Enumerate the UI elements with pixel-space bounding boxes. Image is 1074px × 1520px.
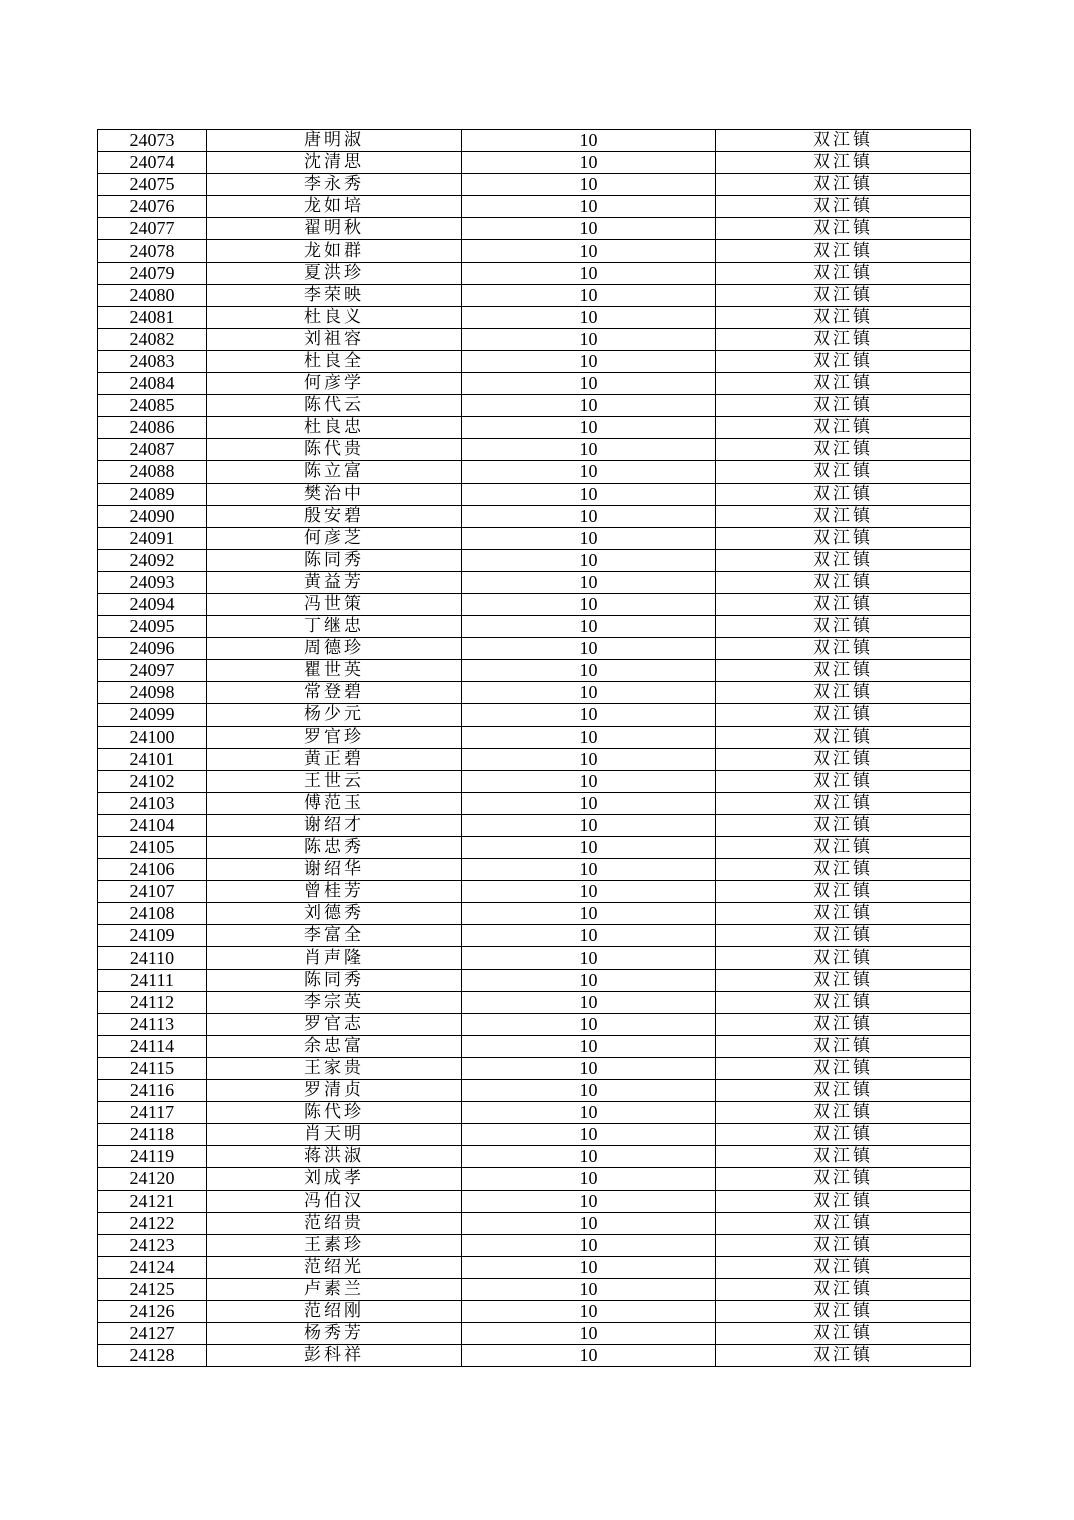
person-name-cell: 谢绍才 [207,814,462,836]
table-row [98,814,971,836]
table-row [98,616,971,638]
person-name-cell: 肖天明 [207,1124,462,1146]
person-name-cell: 陈立富 [207,461,462,483]
town-cell: 双江镇 [716,593,971,615]
person-name-cell: 肖声隆 [207,947,462,969]
record-id-cell: 24115 [98,1057,207,1079]
record-id-cell: 24114 [98,1035,207,1057]
person-name-cell: 杜良义 [207,306,462,328]
person-name-cell: 翟明秋 [207,218,462,240]
town-cell: 双江镇 [716,969,971,991]
person-name-cell: 王世云 [207,770,462,792]
town-cell: 双江镇 [716,1013,971,1035]
table-row [98,726,971,748]
record-id-cell: 24102 [98,770,207,792]
town-cell: 双江镇 [716,903,971,925]
person-name-cell: 李荣映 [207,284,462,306]
town-cell: 双江镇 [716,483,971,505]
table-row [98,1035,971,1057]
record-id-cell: 24109 [98,925,207,947]
amount-cell: 10 [462,350,716,372]
person-name-cell: 范绍刚 [207,1300,462,1322]
table-row [98,1212,971,1234]
table-row [98,130,971,152]
amount-cell: 10 [462,461,716,483]
town-cell: 双江镇 [716,1124,971,1146]
table-row [98,1234,971,1256]
person-name-cell: 刘祖容 [207,328,462,350]
person-name-cell: 罗官珍 [207,726,462,748]
amount-cell: 10 [462,1124,716,1146]
town-cell: 双江镇 [716,1146,971,1168]
town-cell: 双江镇 [716,748,971,770]
amount-cell: 10 [462,571,716,593]
person-name-cell: 谢绍华 [207,859,462,881]
amount-cell: 10 [462,1256,716,1278]
person-name-cell: 陈忠秀 [207,837,462,859]
record-id-cell: 24086 [98,417,207,439]
amount-cell: 10 [462,859,716,881]
amount-cell: 10 [462,1190,716,1212]
record-id-cell: 24081 [98,306,207,328]
town-cell: 双江镇 [716,218,971,240]
town-cell: 双江镇 [716,638,971,660]
record-id-cell: 24127 [98,1323,207,1345]
town-cell: 双江镇 [716,1234,971,1256]
table-row [98,881,971,903]
amount-cell: 10 [462,483,716,505]
records-table-body [98,130,971,1367]
record-id-cell: 24094 [98,593,207,615]
table-row [98,792,971,814]
amount-cell: 10 [462,328,716,350]
person-name-cell: 罗官志 [207,1013,462,1035]
amount-cell: 10 [462,925,716,947]
person-name-cell: 唐明淑 [207,130,462,152]
table-row [98,770,971,792]
person-name-cell: 何彦学 [207,373,462,395]
amount-cell: 10 [462,262,716,284]
town-cell: 双江镇 [716,1256,971,1278]
person-name-cell: 龙如群 [207,240,462,262]
table-row [98,571,971,593]
person-name-cell: 杨秀芳 [207,1323,462,1345]
town-cell: 双江镇 [716,682,971,704]
amount-cell: 10 [462,1102,716,1124]
record-id-cell: 24116 [98,1080,207,1102]
amount-cell: 10 [462,814,716,836]
person-name-cell: 李永秀 [207,174,462,196]
record-id-cell: 24087 [98,439,207,461]
table-row [98,859,971,881]
town-cell: 双江镇 [716,284,971,306]
amount-cell: 10 [462,1146,716,1168]
amount-cell: 10 [462,1278,716,1300]
record-id-cell: 24117 [98,1102,207,1124]
amount-cell: 10 [462,505,716,527]
record-id-cell: 24098 [98,682,207,704]
amount-cell: 10 [462,770,716,792]
record-id-cell: 24073 [98,130,207,152]
town-cell: 双江镇 [716,549,971,571]
amount-cell: 10 [462,748,716,770]
amount-cell: 10 [462,373,716,395]
record-id-cell: 24119 [98,1146,207,1168]
amount-cell: 10 [462,130,716,152]
record-id-cell: 24121 [98,1190,207,1212]
amount-cell: 10 [462,218,716,240]
amount-cell: 10 [462,660,716,682]
record-id-cell: 24113 [98,1013,207,1035]
record-id-cell: 24103 [98,792,207,814]
table-row [98,240,971,262]
amount-cell: 10 [462,527,716,549]
person-name-cell: 余忠富 [207,1035,462,1057]
town-cell: 双江镇 [716,1300,971,1322]
table-row [98,174,971,196]
amount-cell: 10 [462,284,716,306]
person-name-cell: 陈代贵 [207,439,462,461]
table-row [98,483,971,505]
record-id-cell: 24091 [98,527,207,549]
record-id-cell: 24089 [98,483,207,505]
amount-cell: 10 [462,704,716,726]
person-name-cell: 陈同秀 [207,549,462,571]
record-id-cell: 24093 [98,571,207,593]
person-name-cell: 曾桂芳 [207,881,462,903]
table-row [98,284,971,306]
record-id-cell: 24124 [98,1256,207,1278]
table-row [98,1190,971,1212]
amount-cell: 10 [462,395,716,417]
record-id-cell: 24082 [98,328,207,350]
town-cell: 双江镇 [716,616,971,638]
record-id-cell: 24122 [98,1212,207,1234]
table-row [98,969,971,991]
town-cell: 双江镇 [716,947,971,969]
town-cell: 双江镇 [716,328,971,350]
person-name-cell: 冯伯汉 [207,1190,462,1212]
town-cell: 双江镇 [716,395,971,417]
town-cell: 双江镇 [716,704,971,726]
record-id-cell: 24076 [98,196,207,218]
person-name-cell: 杨少元 [207,704,462,726]
record-id-cell: 24106 [98,859,207,881]
person-name-cell: 李宗英 [207,991,462,1013]
record-id-cell: 24099 [98,704,207,726]
amount-cell: 10 [462,837,716,859]
town-cell: 双江镇 [716,1212,971,1234]
amount-cell: 10 [462,682,716,704]
table-row [98,1013,971,1035]
town-cell: 双江镇 [716,837,971,859]
table-row [98,152,971,174]
table-row [98,903,971,925]
town-cell: 双江镇 [716,1190,971,1212]
record-id-cell: 24078 [98,240,207,262]
person-name-cell: 瞿世英 [207,660,462,682]
table-row [98,527,971,549]
person-name-cell: 刘成孝 [207,1168,462,1190]
amount-cell: 10 [462,240,716,262]
record-id-cell: 24077 [98,218,207,240]
town-cell: 双江镇 [716,991,971,1013]
record-id-cell: 24075 [98,174,207,196]
person-name-cell: 冯世策 [207,593,462,615]
record-id-cell: 24101 [98,748,207,770]
town-cell: 双江镇 [716,350,971,372]
table-row [98,704,971,726]
town-cell: 双江镇 [716,770,971,792]
person-name-cell: 蒋洪淑 [207,1146,462,1168]
record-id-cell: 24120 [98,1168,207,1190]
record-id-cell: 24083 [98,350,207,372]
town-cell: 双江镇 [716,152,971,174]
amount-cell: 10 [462,174,716,196]
town-cell: 双江镇 [716,1035,971,1057]
table-row [98,549,971,571]
table-row [98,395,971,417]
person-name-cell: 罗清贞 [207,1080,462,1102]
table-row [98,218,971,240]
amount-cell: 10 [462,792,716,814]
person-name-cell: 范绍贵 [207,1212,462,1234]
amount-cell: 10 [462,726,716,748]
record-id-cell: 24085 [98,395,207,417]
person-name-cell: 沈清思 [207,152,462,174]
amount-cell: 10 [462,881,716,903]
record-id-cell: 24123 [98,1234,207,1256]
person-name-cell: 杜良全 [207,350,462,372]
amount-cell: 10 [462,991,716,1013]
record-id-cell: 24079 [98,262,207,284]
record-id-cell: 24104 [98,814,207,836]
table-row [98,925,971,947]
person-name-cell: 王家贵 [207,1057,462,1079]
record-id-cell: 24092 [98,549,207,571]
table-row [98,1345,971,1367]
table-row [98,1278,971,1300]
record-id-cell: 24080 [98,284,207,306]
person-name-cell: 丁继忠 [207,616,462,638]
amount-cell: 10 [462,1323,716,1345]
amount-cell: 10 [462,969,716,991]
town-cell: 双江镇 [716,1345,971,1367]
record-id-cell: 24095 [98,616,207,638]
amount-cell: 10 [462,593,716,615]
town-cell: 双江镇 [716,726,971,748]
record-id-cell: 24110 [98,947,207,969]
table-row [98,196,971,218]
record-id-cell: 24125 [98,1278,207,1300]
person-name-cell: 傅范玉 [207,792,462,814]
table-row [98,373,971,395]
amount-cell: 10 [462,1168,716,1190]
record-id-cell: 24107 [98,881,207,903]
amount-cell: 10 [462,439,716,461]
record-id-cell: 24100 [98,726,207,748]
record-id-cell: 24128 [98,1345,207,1367]
town-cell: 双江镇 [716,439,971,461]
town-cell: 双江镇 [716,196,971,218]
record-id-cell: 24105 [98,837,207,859]
amount-cell: 10 [462,1057,716,1079]
person-name-cell: 卢素兰 [207,1278,462,1300]
town-cell: 双江镇 [716,417,971,439]
person-name-cell: 龙如培 [207,196,462,218]
person-name-cell: 刘德秀 [207,903,462,925]
amount-cell: 10 [462,417,716,439]
person-name-cell: 范绍光 [207,1256,462,1278]
amount-cell: 10 [462,549,716,571]
table-row [98,593,971,615]
table-row [98,461,971,483]
amount-cell: 10 [462,1035,716,1057]
table-row [98,439,971,461]
table-row [98,505,971,527]
table-row [98,660,971,682]
person-name-cell: 李富全 [207,925,462,947]
town-cell: 双江镇 [716,240,971,262]
amount-cell: 10 [462,1212,716,1234]
record-id-cell: 24074 [98,152,207,174]
record-id-cell: 24111 [98,969,207,991]
record-id-cell: 24097 [98,660,207,682]
table-row [98,1300,971,1322]
town-cell: 双江镇 [716,461,971,483]
town-cell: 双江镇 [716,130,971,152]
amount-cell: 10 [462,638,716,660]
amount-cell: 10 [462,306,716,328]
table-row [98,306,971,328]
town-cell: 双江镇 [716,174,971,196]
town-cell: 双江镇 [716,660,971,682]
town-cell: 双江镇 [716,792,971,814]
table-row [98,1057,971,1079]
record-id-cell: 24090 [98,505,207,527]
town-cell: 双江镇 [716,1057,971,1079]
person-name-cell: 周德珍 [207,638,462,660]
amount-cell: 10 [462,152,716,174]
record-id-cell: 24112 [98,991,207,1013]
table-row [98,328,971,350]
table-row [98,682,971,704]
person-name-cell: 黄益芳 [207,571,462,593]
town-cell: 双江镇 [716,925,971,947]
table-row [98,837,971,859]
amount-cell: 10 [462,1345,716,1367]
amount-cell: 10 [462,1080,716,1102]
town-cell: 双江镇 [716,814,971,836]
table-row [98,1323,971,1345]
amount-cell: 10 [462,1300,716,1322]
record-id-cell: 24088 [98,461,207,483]
record-id-cell: 24096 [98,638,207,660]
amount-cell: 10 [462,616,716,638]
person-name-cell: 陈代珍 [207,1102,462,1124]
town-cell: 双江镇 [716,262,971,284]
amount-cell: 10 [462,1234,716,1256]
town-cell: 双江镇 [716,1102,971,1124]
person-name-cell: 王素珍 [207,1234,462,1256]
person-name-cell: 陈代云 [207,395,462,417]
table-row [98,1256,971,1278]
amount-cell: 10 [462,903,716,925]
table-row [98,638,971,660]
table-row [98,417,971,439]
table-row [98,1124,971,1146]
town-cell: 双江镇 [716,505,971,527]
person-name-cell: 何彦芝 [207,527,462,549]
record-id-cell: 24126 [98,1300,207,1322]
person-name-cell: 陈同秀 [207,969,462,991]
town-cell: 双江镇 [716,527,971,549]
table-row [98,1168,971,1190]
person-name-cell: 杜良忠 [207,417,462,439]
amount-cell: 10 [462,947,716,969]
person-name-cell: 夏洪珍 [207,262,462,284]
table-row [98,1146,971,1168]
amount-cell: 10 [462,1013,716,1035]
table-row [98,1102,971,1124]
table-row [98,748,971,770]
table-row [98,991,971,1013]
person-name-cell: 殷安碧 [207,505,462,527]
record-id-cell: 24084 [98,373,207,395]
table-row [98,1080,971,1102]
person-name-cell: 樊治中 [207,483,462,505]
record-id-cell: 24118 [98,1124,207,1146]
table-row [98,350,971,372]
amount-cell: 10 [462,196,716,218]
table-row [98,262,971,284]
person-name-cell: 黄正碧 [207,748,462,770]
town-cell: 双江镇 [716,306,971,328]
town-cell: 双江镇 [716,571,971,593]
table-row [98,947,971,969]
records-table [97,129,971,1367]
town-cell: 双江镇 [716,1080,971,1102]
record-id-cell: 24108 [98,903,207,925]
town-cell: 双江镇 [716,881,971,903]
town-cell: 双江镇 [716,1278,971,1300]
person-name-cell: 彭科祥 [207,1345,462,1367]
town-cell: 双江镇 [716,859,971,881]
person-name-cell: 常登碧 [207,682,462,704]
town-cell: 双江镇 [716,1168,971,1190]
town-cell: 双江镇 [716,1323,971,1345]
town-cell: 双江镇 [716,373,971,395]
